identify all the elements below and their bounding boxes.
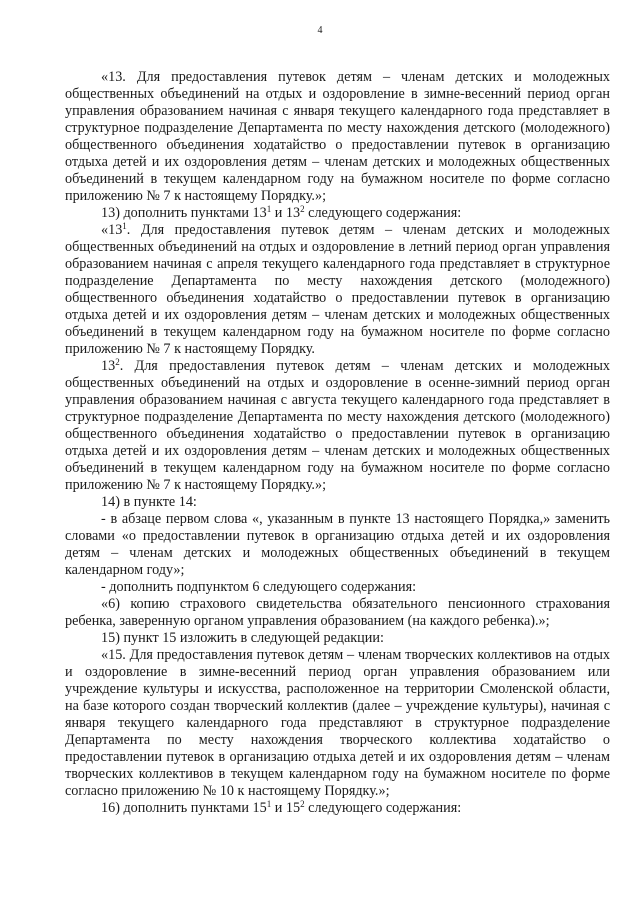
paragraph [65,630,610,647]
superscript: 1 [266,204,272,214]
paragraph-text: и 15 [271,800,301,816]
paragraph-text: «15. Для предоставления путевок детям – членам творческих коллективов на отдых и оздоровление в зимне-весенний период орган управления образованием или учреждение культуры и искусства, расположенное на территории Смоленской области, на базе которого создан творческий коллектив (далее – учреждение культуры), начиная с января текущего календарного года представляют в структурное подразделение Департамента по месту нахождения творческого коллектива ходатайство о предоставлении путевок в организацию отдыха детей и их оздоровления детям – членам творческих коллективов в текущем календарном году на бумажном носителе по форме согласно приложению № 10 к настоящему Порядку.»; [65,647,610,799]
paragraph-text: 14) в пункте 14: [101,494,197,510]
paragraph-text: 15) пункт 15 изложить в следующей редакции: [101,630,384,646]
paragraph [65,205,610,222]
paragraph-text: и 13 [271,205,301,221]
paragraph-text: 13 [101,358,116,374]
superscript: 2 [300,204,305,214]
paragraph-text: следующего содержания: [304,205,462,221]
page-number: 4 [317,25,323,36]
paragraph-text: 13) дополнить пунктами 13 [101,205,267,221]
superscript: 1 [122,221,127,231]
paragraph [65,222,610,358]
superscript: 2 [115,357,120,367]
document-body [65,69,610,817]
paragraph-text: . Для предоставления путевок детям – членам детских и молодежных общественных объединений на отдых и оздоровление в летний период орган управления образованием начиная с апреля текущего календарного года представляет в структурное подразделение Департамента по месту нахождения детского (молодежного) общественного объединения ходатайство о предоставлении путевок в организацию отдыха детей и их оздоровления детям – членам детских и молодежных общественных объединений в текущем календарном году на бумажном носителе по форме согласно приложению № 7 к настоящему Порядку. [65,222,610,357]
superscript: 2 [300,799,305,809]
paragraph-text: «13 [101,222,123,238]
paragraph [65,494,610,511]
paragraph-text: - дополнить подпунктом 6 следующего содержания: [101,579,417,595]
paragraph-text: «6) копию страхового свидетельства обязательного пенсионного страхования ребенка, заверенную органом управления образованием (на каждого ребенка).»; [65,596,610,629]
paragraph [65,596,610,630]
paragraph [65,800,610,817]
paragraph-text: «13. Для предоставления путевок детям – членам детских и молодежных общественных объединений на отдых и оздоровление в зимне-весенний период орган управления образованием начиная с января текущего календарного года представляет в структурное подразделение Департамента по месту нахождения детского (молодежного) общественного объединения ходатайство о предоставлении путевок в организацию отдыха детей и их оздоровления детям – членам детских и молодежных общественных объединений в текущем календарном году на бумажном носителе по форме согласно приложению № 7 к настоящему Порядку.»; [65,69,610,204]
paragraph [65,358,610,494]
paragraph-text: следующего содержания: [304,800,462,816]
paragraph [65,579,610,596]
paragraph [65,511,610,579]
paragraph-text: 16) дополнить пунктами 15 [101,800,267,816]
superscript: 1 [266,799,272,809]
paragraph-text: - в абзаце первом слова «, указанным в пункте 13 настоящего Порядка,» заменить словами «о предоставлении путевок в организацию отдыха детей и их оздоровления детям – членам детских и молодежных общественных объединений в текущем календарном году»; [65,511,610,578]
paragraph-text: . Для предоставления путевок детям – членам детских и молодежных общественных объединений на отдых и оздоровление в осенне-зимний период орган управления образованием начиная с августа текущего календарного года представляет в структурное подразделение Департамента по месту нахождения детского (молодежного) общественного объединения ходатайство о предоставлении путевок в организацию отдыха детей и их оздоровления детям – членам детских и молодежных общественных объединений в текущем календарном году на бумажном носителе по форме согласно приложению № 7 к настоящему Порядку.»; [65,358,610,493]
paragraph [65,647,610,800]
paragraph [65,69,610,205]
